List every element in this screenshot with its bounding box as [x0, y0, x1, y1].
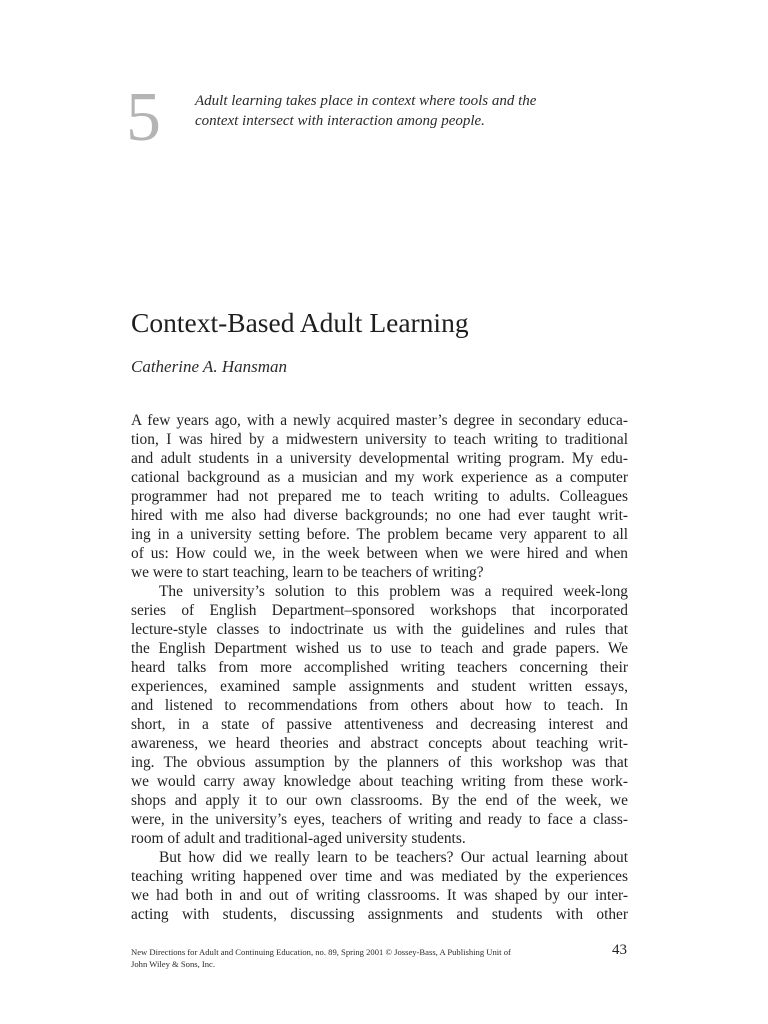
body-line: were, in the university’s eyes, teachers of writing and ready to face a class-: [131, 811, 628, 828]
body-line: series of English Department–sponsored workshops that incorporated: [131, 602, 628, 619]
body-line: we were to start teaching, learn to be teachers of writing?: [131, 564, 484, 581]
page-number: 43: [612, 942, 627, 958]
body-line: heard talks from more accomplished writing teachers concerning their: [131, 659, 628, 676]
body-line: ing. The obvious assumption by the planners of this workshop was that: [131, 754, 628, 771]
body-line: The university’s solution to this problem was a required week-long: [159, 583, 628, 600]
body-line: hired with me also had diverse backgrounds; no one had ever taught writ-: [131, 507, 628, 524]
citation-line: John Wiley & Sons, Inc.: [131, 959, 215, 969]
body-line: ing in a university setting before. The problem became very apparent to all: [131, 526, 628, 543]
chapter-epigraph: [195, 91, 575, 131]
body-line: shops and apply it to our own classrooms. By the end of the week, we: [131, 792, 628, 809]
body-line: and listened to recommendations from others about how to teach. In: [131, 697, 628, 714]
epigraph-line: Adult learning takes place in context where tools and the: [195, 93, 537, 109]
citation-line: New Directions for Adult and Continuing Education, no. 89, Spring 2001 © Jossey-Bass, A Publishing Unit of: [131, 947, 511, 957]
chapter-number: 5: [126, 79, 161, 156]
article-title: Context-Based Adult Learning: [131, 307, 469, 338]
body-line: room of adult and traditional-aged university students.: [131, 830, 466, 847]
body-line: we would carry away knowledge about teaching writing from these work-: [131, 773, 628, 790]
body-line: acting with students, discussing assignments and students with other: [131, 906, 628, 923]
body-line: tion, I was hired by a midwestern university to teach writing to traditional: [131, 431, 628, 448]
body-line: But how did we really learn to be teachers? Our actual learning about: [159, 849, 628, 866]
body-line: cational background as a musician and my work experience as a computer: [131, 469, 628, 486]
body-line: teaching writing happened over time and was mediated by the experiences: [131, 868, 628, 885]
body-line: the English Department wished us to use to teach and grade papers. We: [131, 640, 628, 657]
body-line: lecture-style classes to indoctrinate us with the guidelines and rules that: [131, 621, 628, 638]
body-line: awareness, we heard theories and abstract concepts about teaching writ-: [131, 735, 628, 752]
body-line: programmer had not prepared me to teach writing to adults. Colleagues: [131, 488, 628, 505]
body-line: we had both in and out of writing classrooms. It was shaped by our inter-: [131, 887, 628, 904]
body-line: experiences, examined sample assignments and student written essays,: [131, 678, 628, 695]
body-line: and adult students in a university developmental writing program. My edu-: [131, 450, 628, 467]
footer-citation: [131, 946, 591, 970]
body-text: [131, 411, 628, 924]
body-line: of us: How could we, in the week between when we were hired and when: [131, 545, 628, 562]
article-author: Catherine A. Hansman: [131, 357, 287, 376]
body-line: A few years ago, with a newly acquired master’s degree in secondary educa-: [131, 412, 628, 429]
epigraph-line: context intersect with interaction among people.: [195, 113, 485, 129]
body-line: short, in a state of passive attentiveness and decreasing interest and: [131, 716, 628, 733]
